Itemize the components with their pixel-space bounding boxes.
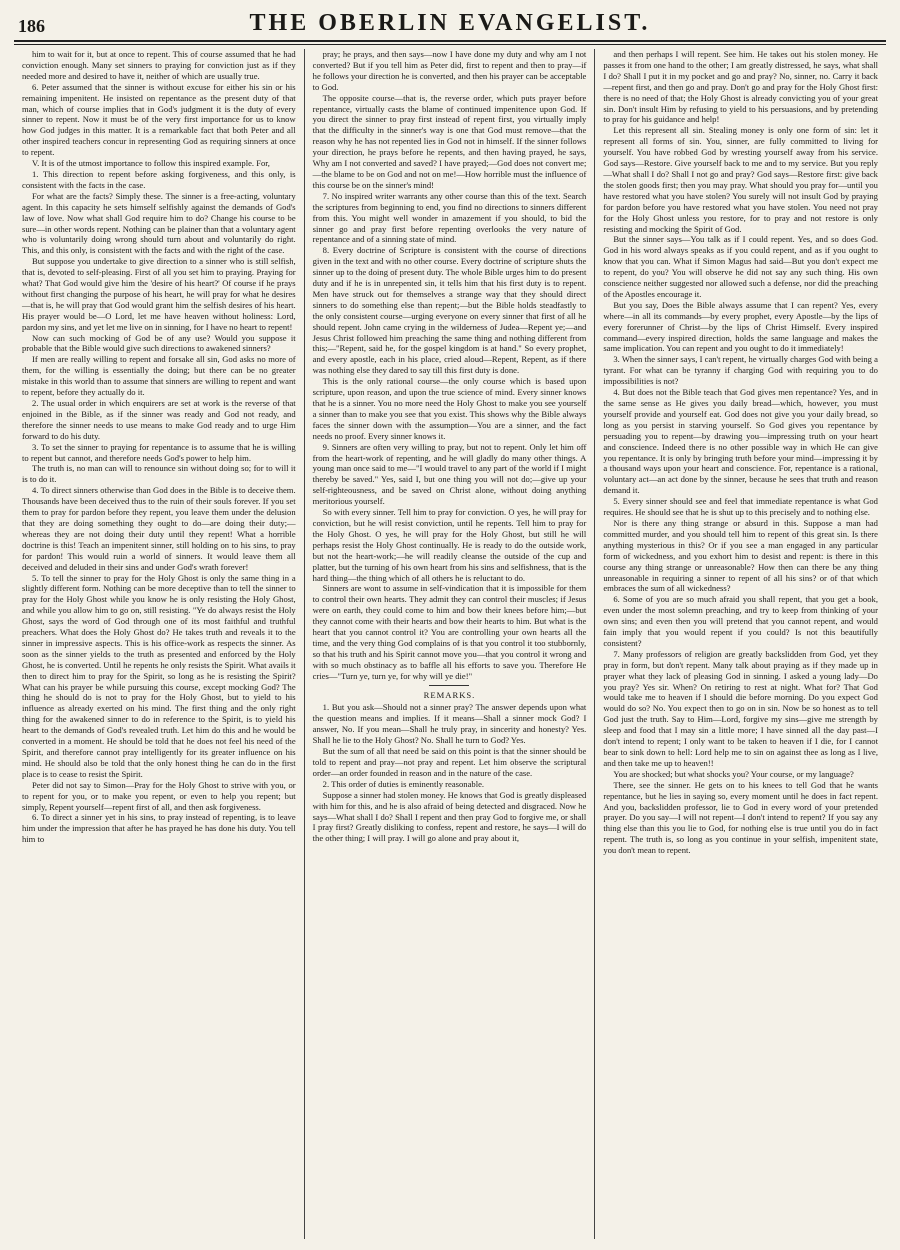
- paragraph: and then perhaps I will repent. See him. He takes out his stolen money. He passes it from one hand to the other; I am greatly distressed, he says, what shall I do? Shall I put it in my pocket and go and pray? No, sinner, no. Carry it back—repent first, and then go and pray. Don't go and pray for the Holy Ghost first: there is no need of that; the Holy Ghost is already convicting you of your great sin. Don't insult Him by refusing to yield to his persuasions, and by pretending to pray for his guidance and help!: [603, 49, 878, 125]
- column-1: [14, 49, 305, 1239]
- paragraph: But suppose you undertake to give direction to a sinner who is still selfish, that is, devoted to self-pleasing. First of all you set him to praying. Praying for what? That God would give him the 'desire of his heart?' Of course if he prays without first changing the purpose of his heart, he will pray for what he desires—that is, he will pray that God would grant him the selfish desires of his heart. His prayer would be—O Lord, let me have heaven without holiness: Lord, pardon my sins, and yet let me live on in sinning, for I have no heart to repent!: [22, 256, 296, 332]
- paragraph: Sinners are wont to assume in self-vindication that it is impossible for them to control their own hearts. They admit they can control their muscles; if Jesus were on earth, they could come to him and bow their knees before him;—but they cannot come with their hearts and bow their hearts to him. But what is the heart that you cannot control it? You are controlling your own hearts all the time, and the very thing God complains of is that you control it too stubbornly, so that his truth and his Spirit cannot move you—that you control it wrong and with so much obstinacy as to baffle all his efforts to save you. Therefore He cries—"Turn ye, turn ye, for why will ye die!": [312, 583, 587, 681]
- paragraph: 2. The usual order in which enquirers are set at work is the reverse of that enjoined in the Bible, as if the sinner was ready and God not ready, and therefore the sinner needs to use means to make God ready and to urge Him forward to do his duty.: [22, 398, 296, 441]
- paragraph: V. It is of the utmost importance to follow this inspired example. For,: [32, 158, 270, 169]
- paragraph: 4. To direct sinners otherwise than God does in the Bible is to deceive them. Thousands have been deceived thus to the ruin of their souls forever. If you set them to pray for pardon before they repent, you leave them under the delusion that they are doing something they ought to do—are doing their duty;—whereas they are not doing their duty until they repent! What a horrible doctrine is this! Teach an impenitent sinner, still holding on to his sins, to pray for pardon! This would ruin a world of sinners. It would leave them all deceived and deluded in their sins and under God's wrath forever!: [22, 485, 296, 572]
- paragraph: 5. Every sinner should see and feel that immediate repentance is what God requires. He should see that he is shut up to this precisely and to nothing else.: [603, 496, 878, 518]
- paragraph: 7. No inspired writer warrants any other course than this of the text. Search the scriptures from beginning to end, you find no directions to sinners different from this. You might well wonder in amazement if you should, to bid the sinner go and pray first before repenting overlooks the very nature of repentance and of a sinning state of mind.: [312, 190, 587, 245]
- paragraph: The truth is, no man can will to renounce sin without doing so; for to will it is to do it.: [22, 463, 296, 485]
- paragraph: If men are really willing to repent and forsake all sin, God asks no more of them, for the willing is essentially the doing; but there can be no greater mistake in this world than to assume that sinners are willing to repent and want to repent, before they actually do it.: [22, 354, 296, 398]
- paragraph: 5. To tell the sinner to pray for the Holy Ghost is only the same thing in a slightly different form. Nothing can be more deceptive than to tell the sinner to pray for the Holy Ghost while you know he is only resisting the Holy Ghost, and while you allow him to go on, still resisting. "Ye do always resist the Holy Ghost, says the word of God through one of its most faithful and truthful preachers. What does the Holy Ghost do? He takes truth and reveals it to the sinner in impressive aspects. This is his office-work as respects the sinner. As soon as the sinner yields to the truth as presented and enforced by the Holy Ghost, he is converted. Until he repents he only resists the Spirit. What avails it then to direct him to pray for the Spirit, so long as he is resisting the Spirit? What can his prayer be while pursuing this course, except mocking God? The thing he should do is not to pray for the Holy Ghost, but to yield to his influence as already exerted on his mind. The first thing and the only right thing for the awakened sinner to do in reference to the Spirit, is to yield his heart to the demands of God's revealed truth. Let him do this and he would be converted in a moment. He should be told that he does not feel his need of the Spirit, and therefore cannot pray intelligently for its greater influence on his mind. He should also be told that the only honest thing he can do in the first place is to cease to resist the Spirit.: [22, 572, 296, 779]
- remarks-heading: REMARKS.: [423, 689, 476, 700]
- column-2: [305, 49, 596, 1239]
- remark-paragraph: 2. This order of duties is eminently reasonable.: [322, 778, 485, 789]
- masthead: [14, 10, 886, 42]
- paragraph: But you say, Does the Bible always assume that I can repent? Yes, every where—in all its commands—by every prophet, every Apostle—by the lips of every forerunner of Christ—by the lips of Christ Himself. Every inspired command—every inspired direction, holds the same language and makes the same implication. You can repent and you ought to do it immediately!: [603, 299, 878, 354]
- paragraph: Nor is there any thing strange or absurd in this. Suppose a man had committed murder, and you should tell him to repent of this great sin. Is there anything mysterious in this? Or if you see a man engaged in any particular form of wickedness, and you exhort him to desist and repent: is there in this course any thing strange or unreasonable? How then can there be any thing unreasonable in requiring a sinner to repent of all his sins? or of that which embraces the sum of all wickedness?: [603, 517, 878, 594]
- paragraph: This is the only rational course—the only course which is based upon scripture, upon reason, and upon the true science of mind. Every sinner knows that he is a sinner. You no more need the Holy Ghost to make you see yourself a sinner than to make you see that you exist. This shows why the Bible always faces the sinner down with the assumption—You are a sinner, and the fact needs no proof. Every sinner knows it.: [312, 376, 587, 441]
- remark-paragraph: 1. But you ask—Should not a sinner pray? The answer depends upon what the question means and implies. If it means—Shall a sinner mock God? I answer, No. If you mean—Shall he truly pray, in sincerity and honesty? Yes. Shall he lie to the Holy Ghost? No. Shall he turn to God? Yes.: [312, 702, 587, 746]
- paragraph: pray; he prays, and then says—now I have done my duty and why am I not converted? But if you tell him as Peter did, first to repent and then to pray—if he follows your direction he is converted, and then his prayer can be acceptable to God.: [312, 49, 587, 92]
- paragraph: 3. When the sinner says, I can't repent, he virtually charges God with being a tyrant. For what can be tyranny if charging God with requiring you to do impossibilities is not?: [603, 354, 878, 387]
- page-number: 186: [18, 16, 45, 36]
- paragraph: Peter did not say to Simon—Pray for the Holy Ghost to strive with you, or to repent for you, or to make you repent, or even to help you repent; but simply, Repent yourself—repent first of all, and then ask forgiveness.: [22, 779, 296, 812]
- paragraph: Now can such mocking of God be of any use? Would you suppose it probable that the Bible would give such directions to awakened sinners?: [22, 332, 296, 354]
- paper-title: THE OBERLIN EVANGELIST.: [249, 10, 651, 36]
- paragraph: 9. Sinners are often very willing to pray, but not to repent. Only let him off from the heart-work of repenting, and he will gladly do many other things. A young man once said to me—"I would travel to any part of the world if I might thereby be saved." Yes, said I, but one thing you will not do;—give up your self-righteousness, and be saved on Christ alone, without doing anything meritorious yourself.: [312, 441, 587, 507]
- paragraph: 6. Some of you are so much afraid you shall repent, that you get a book, even under the most solemn preaching, and try to keep from thinking of your own sins; and even then you will pretend that you cannot repent, and would fain imply that you would repent if you could? Is not this beautifully consistent?: [603, 594, 878, 648]
- paragraph: You are shocked; but what shocks you? Your course, or my language?: [613, 768, 854, 779]
- paragraph: 3. To set the sinner to praying for repentance is to assume that he is willing to repent but cannot, and therefore needs God's power to help him.: [22, 441, 296, 463]
- remark-paragraph: But the sum of all that need be said on this point is that the sinner should be told to repent and pray—not pray and repent. Let him observe the scriptural order—an order founded in reason and in the nature of the case.: [312, 746, 587, 778]
- text-columns: [14, 49, 886, 1239]
- paragraph: So with every sinner. Tell him to pray for conviction. O yes, he will pray for conviction, but he will resist conviction, until he repents. Tell him to pray for the Holy Ghost. O yes, he will pray for the Holy Ghost, but still he will perhaps resist the Holy Ghost continually. He is ready to do the outside work, but not the heart-work;—he will readily cleanse the outside of the cup and platter, but the turning of his own heart from his sins and selfishness, that is the hard thing—the thing which of all others he is reluctant to do.: [312, 507, 587, 583]
- column-3: [595, 49, 886, 1239]
- paragraph: For what are the facts? Simply these. The sinner is a free-acting, voluntary agent. In this capacity he sets himself selfishly against the demands of God's law of love. Now what shall God require him to do? Change his course to be sure—in other words repent. Nothing can be plainer than that a voluntary agent who is voluntarily doing wrong should turn about and voluntarily do right. This, and this only, is consistent with the facts and with the right of the case.: [22, 190, 296, 256]
- paragraph: 7. Many professors of religion are greatly backslidden from God, yet they pray in form, but don't repent. Many talk about praying as if they made up in prayer what they lack of pleasing God in sinning. I asked a young lady—Do you pray? Yes sir. When? On retiring to rest at night. What for? That God would take me to heaven if I should die before morning. Do you expect God would do so? No. You expect then to go on in sin. Now be so honest as to tell God just the truth. Say to Him—Lord, forgive my sins—give me strength by sleep and food that I may sin a little more; I have sinned all the day past—I don't intend to repent; I only want to be taken to heaven if I die, for I cannot bear to sink down to hell: Lord help me to sin on against thee as long as I live, and then take me up to heaven!!: [603, 648, 878, 768]
- paragraph: 6. Peter assumed that the sinner is without excuse for either his sin or his remaining impenitent. He insisted on repentance as the present duty of that man, which of course implies that in God's judgment it is the duty of every sinner to repent. Now it must be of the very first importance for us to know how God judges in this matter. It is a remarkable fact that both Peter and all other inspired teachers concur in representing God as requiring sinners at once to repent.: [22, 81, 296, 158]
- header-rule: [14, 44, 886, 45]
- paragraph: 1. This direction to repent before asking forgiveness, and this only, is consistent with the facts in the case.: [22, 168, 296, 190]
- paragraph: 4. But does not the Bible teach that God gives men repentance? Yes, and in the same sense as He gives you daily bread—which, however, you must yourself provide and yourself eat. God does not give you your daily bread, so long as you persist in starving yourself. So God gives you repentance by persuading you to repent—by drawing you—impressing truth on your heart and conscience. Indeed there is no other possible way in which He can give you repentance. It is only by bringing truth before your mind—impressing it by a thousand ways upon your heart and conscience. For, repentance is a rational, voluntary act—an act done by the sinner, because he sees that truth and reason demand it.: [603, 387, 878, 496]
- paragraph: him to wait for it, but at once to repent. This of course assumed that he had conviction enough. Many set sinners to praying for conviction just as if they needed more and desired to have it, neither of which are usually true.: [22, 49, 296, 81]
- paragraph: 6. To direct a sinner yet in his sins, to pray instead of repenting, is to leave him under the impression that after he has prayed he has done his duty. You tell him to: [22, 812, 296, 845]
- paragraph: 8. Every doctrine of Scripture is consistent with the course of directions given in the text and with no other course. Every doctrine of scripture shuts the sinner up to the doing of present duty. The whole Bible urges him to do present duty and if he is in unrepented sin, it tells him that his first duty is to repent. Men have struck out for themselves a strange way that they should direct sinners to do something else than repent;—but the Bible holds steadfastly to the only consistent course—urging everyone on every sinner that first of all he should repent. John came crying in the wilderness of Judea—Repent ye;—and Jesus Christ followed him preaching the same thing and nothing different from this;—"Repent, said he, for the gospel kingdom is at hand." So every prophet, and every apostle, each in his place, cried aloud—Repent, Repent, as if there was nothing else they dared to say till this first duty is done.: [312, 245, 587, 376]
- paragraph: Let this represent all sin. Stealing money is only one form of sin: let it represent all forms of sin. You, sinner, are fully committed to living for yourself. You have robbed God by wresting yourself away from his service. God says—Restore. Give yourself back to me and to my service. But you reply—What shall I do? Shall I not go and pray? God says—Restore first: give back the stolen goods first; then you may pray. What should you pray for—until you have restored what you have stolen? You surely will not insult God by praying for pardon before you have restored what you have stolen. You need not pray for the Holy Ghost unless you restore, for to pray and not restore is only resisting and mocking the Spirit of God.: [603, 125, 878, 234]
- section-divider: [429, 685, 469, 686]
- paragraph: The opposite course—that is, the reverse order, which puts prayer before repentance, virtually casts the blame of continued impenitence upon God. If you direct the sinner to pray first instead of repent first, you virtually imply that the difficulty in the sinner's way is one that God must remove—that the reason why he has not repented lies in God not in himself. If the sinner follows your direction, he prays before he repents, and then having prayed, he says, Why am I not converted and saved? I have prayed;—God does not convert me;—the blame to be on God and not on me!—How horrible must the influence of this course be on the sinner's mind!: [312, 92, 587, 190]
- remark-paragraph: Suppose a sinner had stolen money. He knows that God is greatly displeased with him for this, and he is also afraid of being detected and disgraced. Now he says—What shall I do? Shall I repent and then pray God to forgive me, or shall I pray first? Greatly disliking to confess, repent and restore, he says—I will do the other thing; I will pray. I will go alone and pray about it,: [312, 789, 587, 844]
- paragraph: There, see the sinner. He gets on to his knees to tell God that he wants repentance, but he lies in saying so, every moment until he does in fact repent. And you, backslidden professor, lie to God in every word of your pretended prayer. Do you say—I will not repent—I don't intend to repent? If you say any thing else than this you lie to God, for nothing else is true until you do in fact repent. The truth is, so long as you continue in your selfish, impenitent state, you don't mean to repent.: [603, 779, 878, 856]
- paragraph: But the sinner says—You talk as if I could repent. Yes, and so does God. God in his word always speaks as if you could repent, and as if you ought to know that you can. What if Simon Magus had said—But you don't expect me to repent, do you? You will observe he did not say any such thing. His own conscience neither suggested nor allowed such a defense, nor did the preaching of the Apostles encourage it.: [603, 234, 878, 299]
